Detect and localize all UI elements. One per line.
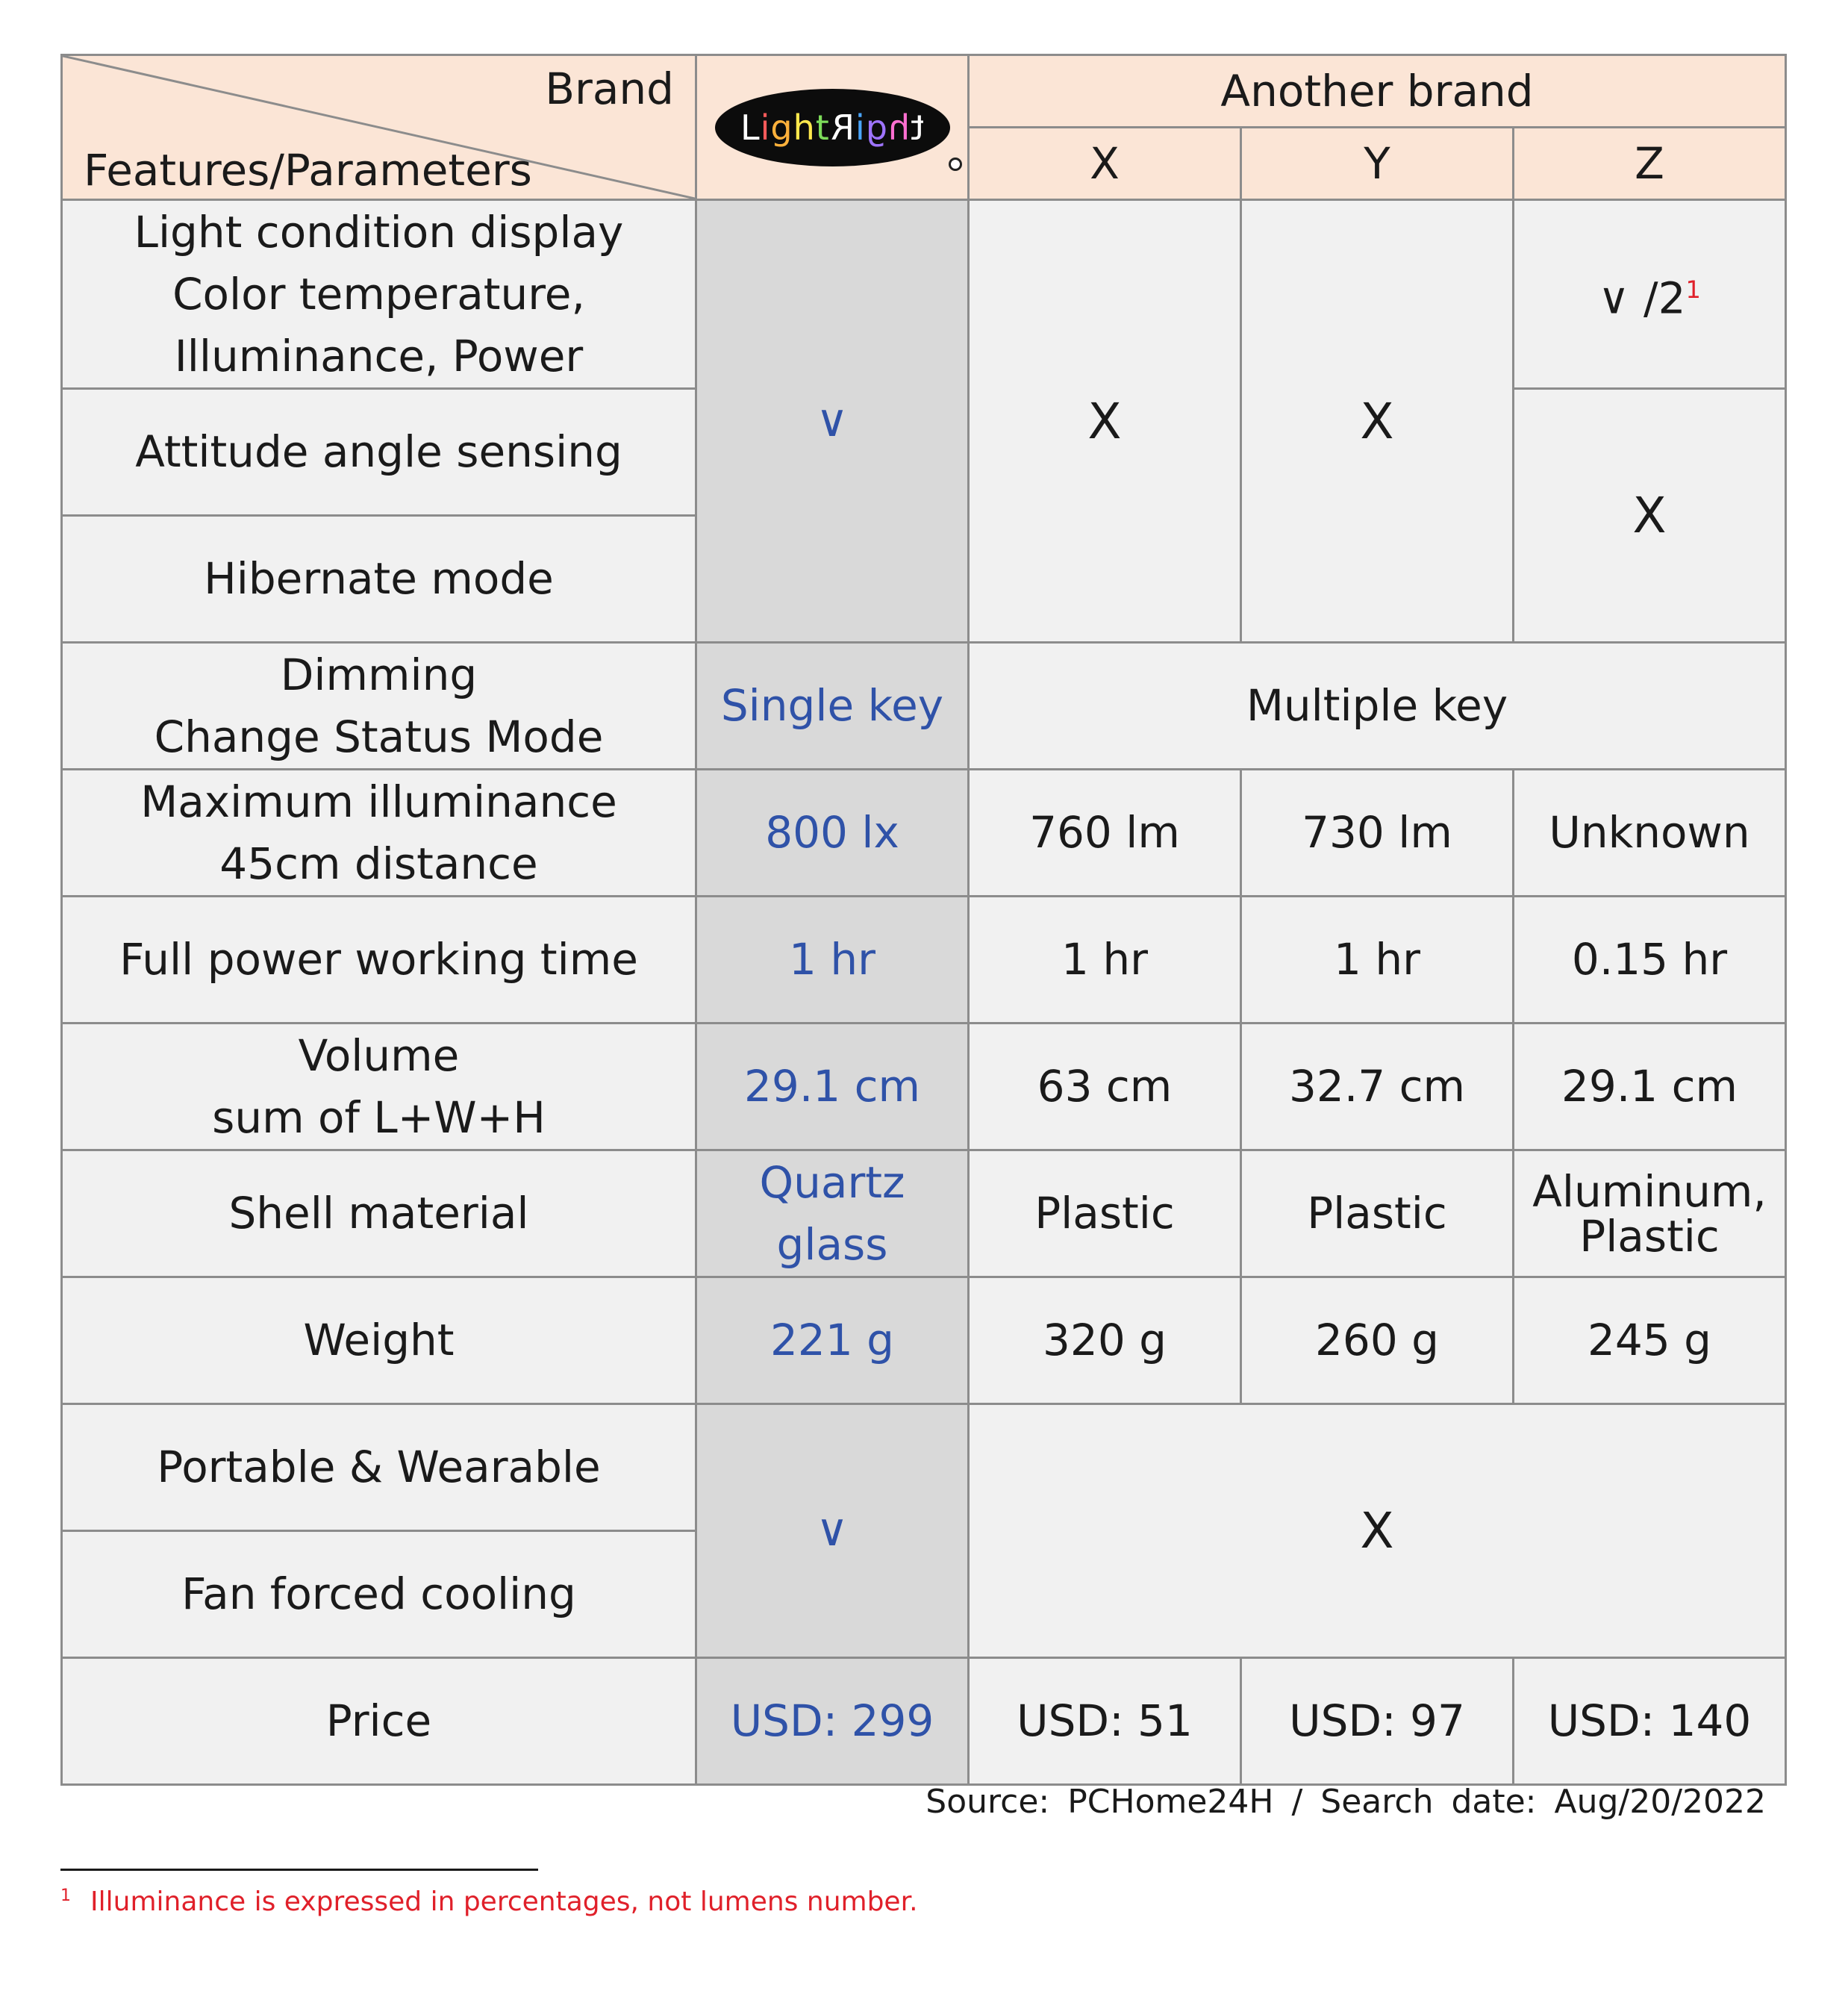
lightright-cell-weight: 221 g <box>696 1277 969 1404</box>
others-cell-dimming: Multiple key <box>969 643 1786 770</box>
y-cell-price: USD: 97 <box>1241 1658 1514 1785</box>
x-cell-shell-material: Plastic <box>969 1150 1241 1277</box>
brand-y-header: Y <box>1241 128 1514 200</box>
row-label-price: Price <box>62 1658 696 1785</box>
lightright-cell-dimming: Single key <box>696 643 969 770</box>
y-cell-volume: 32.7 cm <box>1241 1024 1514 1150</box>
z-cell-group1-rest: X <box>1514 389 1786 643</box>
comparison-table <box>60 54 1787 1786</box>
row-label-portable: Portable & Wearable <box>62 1404 696 1531</box>
row-label-hibernate: Hibernate mode <box>62 516 696 643</box>
footnote-marker: 1 <box>60 1886 71 1905</box>
footnote-ref: 1 <box>1685 275 1701 304</box>
x-cell-price: USD: 51 <box>969 1658 1241 1785</box>
source-note: Source: PCHome24H / Search date: Aug/20/2022 <box>925 1783 1766 1821</box>
brand-z-header: Z <box>1514 128 1786 200</box>
y-cell-weight: 260 g <box>1241 1277 1514 1404</box>
brand-label: Brand <box>545 63 674 114</box>
lightright-logo: Light thgiR <box>715 89 950 166</box>
y-cell-group1: X <box>1241 200 1514 643</box>
lightright-cell-working-time: 1 hr <box>696 897 969 1024</box>
z-cell-shell-material: Aluminum, Plastic <box>1514 1150 1786 1277</box>
z-cell-weight: 245 g <box>1514 1277 1786 1404</box>
another-brand-header: Another brand <box>969 55 1786 128</box>
z-cell-working-time: 0.15 hr <box>1514 897 1786 1024</box>
row-label-fan-cooling: Fan forced cooling <box>62 1531 696 1658</box>
x-cell-working-time: 1 hr <box>969 897 1241 1024</box>
lightright-cell-volume: 29.1 cm <box>696 1024 969 1150</box>
row-label-light-condition: Light condition display Color temperature, Illuminance, Power <box>62 200 696 389</box>
footnote-divider <box>60 1869 538 1871</box>
y-cell-max-illuminance: 730 lm <box>1241 770 1514 897</box>
row-label-volume: Volume sum of L+W+H <box>62 1024 696 1150</box>
row-label-weight: Weight <box>62 1277 696 1404</box>
lightright-cell-max-illuminance: 800 lx <box>696 770 969 897</box>
others-cell-group2: X <box>969 1404 1786 1658</box>
row-label-working-time: Full power working time <box>62 897 696 1024</box>
footnote-text: Illuminance is expressed in percentages, not lumens number. <box>90 1886 918 1917</box>
lightright-cell-group2 <box>696 1404 969 1658</box>
row-label-attitude: Attitude angle sensing <box>62 389 696 516</box>
features-parameters-label: Features/Parameters <box>84 145 532 196</box>
lightright-cell-shell-material: Quartz glass <box>696 1150 969 1277</box>
lightright-cell-group1 <box>696 200 969 643</box>
row-label-dimming: Dimming Change Status Mode <box>62 643 696 770</box>
lightright-logo-cell <box>696 55 969 200</box>
y-cell-working-time: 1 hr <box>1241 897 1514 1024</box>
z-cell-volume: 29.1 cm <box>1514 1024 1786 1150</box>
footnote <box>60 1886 918 1917</box>
x-cell-volume: 63 cm <box>969 1024 1241 1150</box>
x-cell-group1: X <box>969 200 1241 643</box>
y-cell-shell-material: Plastic <box>1241 1150 1514 1277</box>
row-label-max-illuminance: Maximum illuminance 45cm distance <box>62 770 696 897</box>
z-light-condition-value: ∨ /2 <box>1598 272 1686 324</box>
registered-mark-icon <box>949 158 962 171</box>
brand-x-header: X <box>969 128 1241 200</box>
x-cell-max-illuminance: 760 lm <box>969 770 1241 897</box>
z-cell-price: USD: 140 <box>1514 1658 1786 1785</box>
x-cell-weight: 320 g <box>969 1277 1241 1404</box>
z-cell-light-condition <box>1514 200 1786 389</box>
checkmark-icon: ∨ <box>816 394 849 447</box>
z-cell-max-illuminance: Unknown <box>1514 770 1786 897</box>
row-label-shell-material: Shell material <box>62 1150 696 1277</box>
header-corner-cell <box>62 55 696 200</box>
checkmark-icon: ∨ <box>816 1504 849 1557</box>
lightright-cell-price: USD: 299 <box>696 1658 969 1785</box>
